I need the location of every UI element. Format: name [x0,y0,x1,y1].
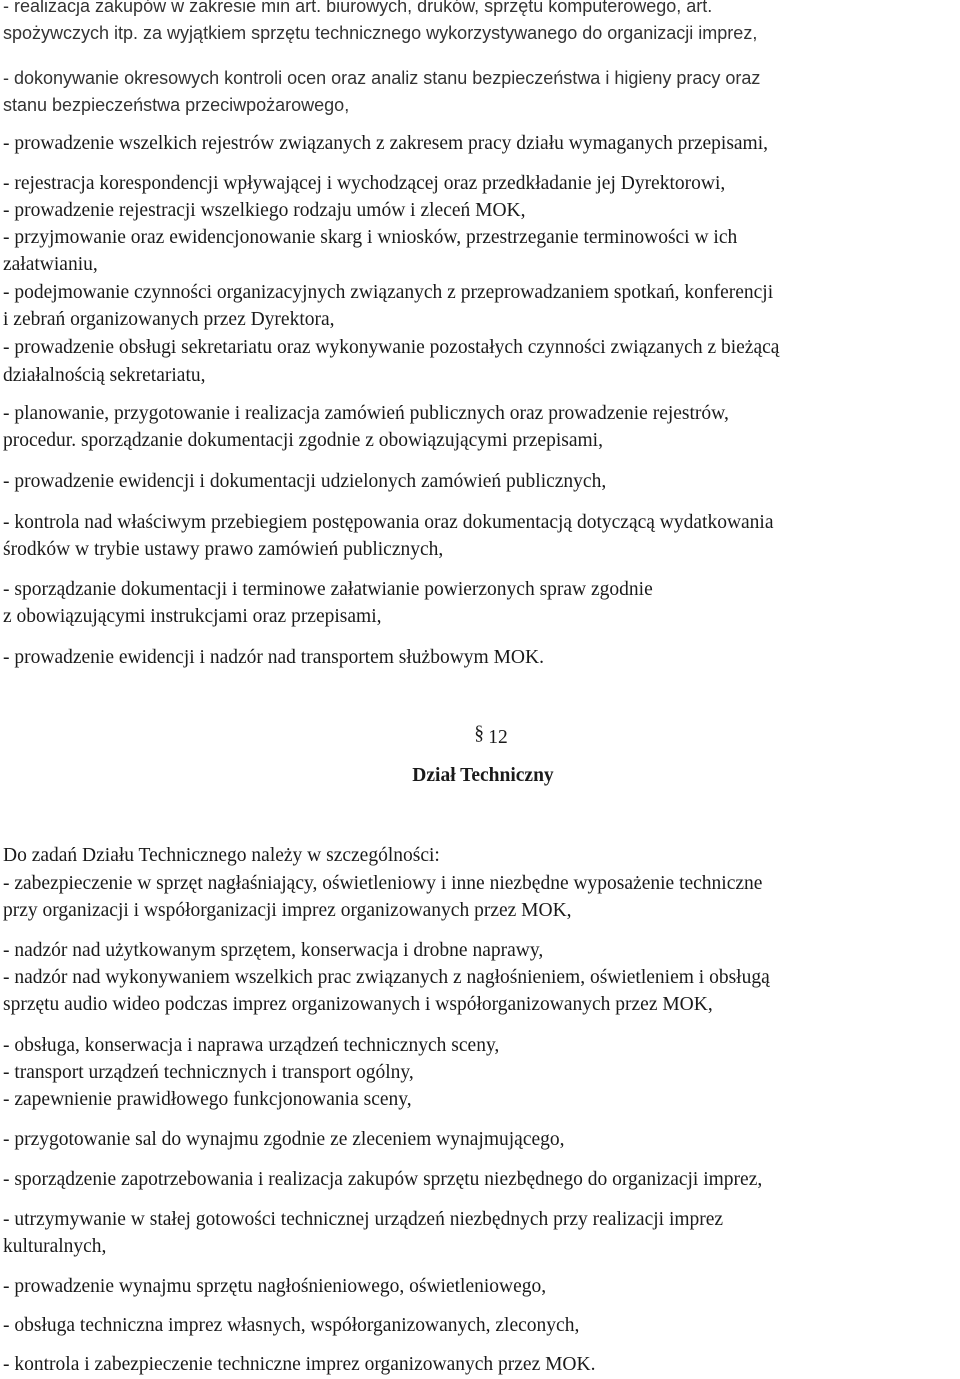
list-line: - rejestracja korespondencji wpływającej i wychodzącej oraz przedkładanie jej Dyrektorowi, [3,173,726,194]
list-line: procedur. sporządzanie dokumentacji zgodnie z obowiązującymi przepisami, [3,430,603,451]
list-line: - planowanie, przygotowanie i realizacja zamówień publicznych oraz prowadzenie rejestrów, [3,403,729,424]
list-line: działalnością sekretariatu, [3,365,206,386]
list-line: - podejmowanie czynności organizacyjnych związanych z przeprowadzaniem spotkań, konferencji [3,282,774,303]
text-fragment: spożywczych itp. [3,23,139,43]
list-line: - prowadzenie obsługi sekretariatu oraz wykonywanie pozostałych czynności związanych z bieżącą [3,337,780,358]
section-intro: Do zadań Działu Technicznego należy w szczególności: [3,845,440,866]
text-line: - dokonywanie okresowych kontroli ocen oraz analiz stanu bezpieczeństwa i higieny pracy oraz [3,68,761,88]
list-line: - obsługa techniczna imprez własnych, współorganizowanych, zleconych, [3,1315,580,1336]
list-line: - transport urządzeń technicznych i transport ogólny, [3,1062,414,1083]
list-line: - utrzymywanie w stałej gotowości technicznej urządzeń niezbędnych przy realizacji imprez [3,1209,724,1230]
list-line: - przyjmowanie oraz ewidencjonowanie skarg i wniosków, przestrzeganie terminowości w ich [3,227,738,248]
section-number-text: 12 [488,727,508,748]
list-line: środków w trybie ustawy prawo zamówień publicznych, [3,539,444,560]
text-line-mixed [3,24,757,43]
list-line: - obsługa, konserwacja i naprawa urządzeń technicznych sceny, [3,1035,500,1056]
list-line: z obowiązującymi instrukcjami oraz przepisami, [3,606,382,627]
list-line: i zebrań organizowanych przez Dyrektora, [3,309,335,330]
list-line: - zapewnienie prawidłowego funkcjonowania sceny, [3,1089,412,1110]
list-line: - sporządzenie zapotrzebowania i realizacja zakupów sprzętu niezbędnego do organizacji imprez, [3,1169,763,1190]
list-line: - prowadzenie rejestracji wszelkiego rodzaju umów i zleceń MOK, [3,200,526,221]
list-line: - prowadzenie wszelkich rejestrów związanych z zakresem pracy działu wymaganych przepisami, [3,133,769,154]
text-line: stanu bezpieczeństwa przeciwpożarowego, [3,95,350,115]
text-line: - realizacja zakupów w zakresie min art. biurowych, druków, sprzętu komputerowego, art. [3,0,713,16]
list-line: załatwianiu, [3,254,98,275]
list-line: kulturalnych, [3,1236,107,1257]
list-line: przy organizacji i współorganizacji imprez organizowanych przez MOK, [3,900,572,921]
list-line: - sporządzanie dokumentacji i terminowe załatwianie powierzonych spraw zgodnie [3,579,653,600]
list-line: - kontrola nad właściwym przebiegiem postępowania oraz dokumentacją dotyczącą wydatkowania [3,512,774,533]
text-fragment: za wyjątkiem sprzętu technicznego wykorzystywanego do organizacji imprez, [138,23,758,43]
list-line: - prowadzenie ewidencji i dokumentacji udzielonych zamówień publicznych, [3,471,607,492]
list-line: sprzętu audio wideo podczas imprez organizowanych i współorganizowanych przez MOK, [3,994,713,1015]
list-line: - kontrola i zabezpieczenie techniczne imprez organizowanych przez MOK. [3,1354,596,1375]
section-title: Dział Techniczny [412,765,554,786]
list-line: - zabezpieczenie w sprzęt nagłaśniający, oświetleniowy i inne niezbędne wyposażenie techniczne [3,873,763,894]
list-line: - prowadzenie ewidencji i nadzór nad transportem służbowym MOK. [3,647,544,668]
section-sign-icon: § [474,723,484,744]
list-line: - nadzór nad użytkowanym sprzętem, konserwacja i drobne naprawy, [3,940,544,961]
list-line: - przygotowanie sal do wynajmu zgodnie ze zleceniem wynajmującego, [3,1129,565,1150]
section-number [18,723,960,748]
list-line: - nadzór nad wykonywaniem wszelkich prac związanych z nagłośnieniem, oświetleniem i obsługą [3,967,770,988]
list-line: - prowadzenie wynajmu sprzętu nagłośnieniowego, oświetleniowego, [3,1276,547,1297]
